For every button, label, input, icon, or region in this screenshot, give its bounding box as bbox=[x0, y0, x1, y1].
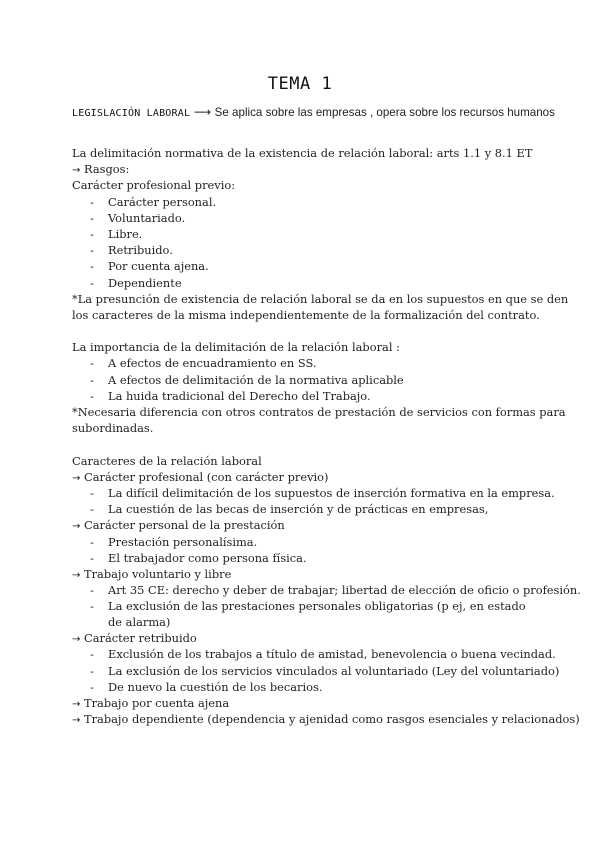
group-label-text: Trabajo voluntario y libre bbox=[84, 566, 232, 581]
list-item-text: La huida tradicional del Derecho del Trabajo. bbox=[108, 388, 371, 403]
list-item: - Por cuenta ajena. bbox=[90, 259, 209, 274]
document-body bbox=[72, 145, 581, 727]
list-item: - A efectos de delimitación de la normativa aplicable bbox=[90, 372, 404, 387]
list-item-text: A efectos de delimitación de la normativa aplicable bbox=[108, 372, 404, 387]
subtitle-text: Se aplica sobre las empresas , opera sobre los recursos humanos bbox=[214, 106, 555, 119]
caracter-previo-line: Carácter profesional previo: bbox=[72, 178, 236, 193]
list-item-text: Exclusión de los trabajos a título de amistad, benevolencia o buena vecindad. bbox=[108, 647, 556, 662]
list-item: - La exclusión de los servicios vinculados al voluntariado (Ley del voluntariado) bbox=[90, 663, 560, 678]
list-item: - El trabajador como persona física. bbox=[90, 550, 307, 565]
list-item-text: Art 35 CE: derecho y deber de trabajar; libertad de elección de oficio o profesión. bbox=[108, 583, 581, 598]
list-item: - La cuestión de las becas de inserción y de prácticas en empresas, bbox=[90, 502, 489, 517]
arrow-icon: → bbox=[72, 569, 81, 581]
arrow-icon: → bbox=[72, 715, 81, 727]
list-item: - Exclusión de los trabajos a título de amistad, benevolencia o buena vecindad. bbox=[90, 647, 556, 662]
arrow-icon: → bbox=[72, 472, 81, 484]
list-item-text: La cuestión de las becas de inserción y de prácticas en empresas, bbox=[108, 502, 489, 517]
arrow-icon: → bbox=[72, 165, 81, 177]
list-item-text: Retribuido. bbox=[108, 243, 173, 258]
rasgos-label: Rasgos: bbox=[84, 162, 130, 177]
list-item: - Retribuido. bbox=[90, 243, 173, 258]
list-item: - La difícil delimitación de los supuestos de inserción formativa en la empresa. bbox=[90, 485, 555, 500]
list-item: - La exclusión de las prestaciones personales obligatorias (p ej, en estado de alarma) bbox=[90, 599, 526, 630]
page-title: TEMA 1 bbox=[267, 74, 333, 94]
subtitle-handwritten: LEGISLACIÓN LABORAL bbox=[72, 108, 191, 119]
section-heading: La delimitación normativa de la existencia de relación laboral: arts 1.1 y 8.1 ET bbox=[72, 146, 533, 160]
subtitle-line bbox=[72, 104, 572, 122]
list-item-text: La exclusión de los servicios vinculados al voluntariado (Ley del voluntariado) bbox=[108, 663, 560, 678]
rasgos-line bbox=[72, 161, 532, 177]
note-line: *Necesaria diferencia con otros contratos de prestación de servicios con formas para bbox=[72, 405, 566, 419]
list-item: - A efectos de encuadramiento en SS. bbox=[90, 356, 317, 371]
list-item: - Art 35 CE: derecho y deber de trabajar; libertad de elección de oficio o profesión. bbox=[90, 583, 581, 598]
arrow-icon: → bbox=[72, 634, 81, 646]
list-item: - Carácter personal. bbox=[90, 194, 217, 209]
arrow-icon: ⟶ bbox=[193, 105, 212, 119]
group-label bbox=[72, 469, 532, 485]
section-heading: Caracteres de la relación laboral bbox=[72, 453, 262, 468]
group-label-text: Carácter profesional (con carácter previo) bbox=[84, 469, 329, 484]
list-item: - Voluntariado. bbox=[90, 210, 186, 225]
group-label-text: Carácter retribuido bbox=[84, 631, 197, 646]
arrow-icon: → bbox=[72, 699, 81, 710]
group-label bbox=[72, 711, 580, 727]
list-item-text: Carácter personal. bbox=[108, 194, 217, 209]
list-item-text: Prestación personalísima. bbox=[108, 534, 258, 549]
note-line: los caracteres de la misma independientemente de la formalización del contrato. bbox=[72, 307, 540, 322]
group-label bbox=[72, 517, 532, 533]
list-item-text: Voluntariado. bbox=[108, 210, 186, 225]
list-item-text: Libre. bbox=[108, 226, 143, 241]
list-item-text: De nuevo la cuestión de los becarios. bbox=[108, 679, 323, 694]
group-label-text: Trabajo por cuenta ajena bbox=[84, 696, 230, 710]
list-item: - Dependiente bbox=[90, 275, 182, 290]
group-label bbox=[72, 566, 532, 582]
note-line: *La presunción de existencia de relación laboral se da en los supuestos en que se den bbox=[72, 291, 569, 306]
section-heading: La importancia de la delimitación de la relación laboral : bbox=[72, 340, 400, 355]
list-item: - Libre. bbox=[90, 226, 143, 241]
list-item-text: La exclusión de las prestaciones personales obligatorias (p ej, en estado de alarma) bbox=[108, 599, 526, 630]
arrow-icon: → bbox=[72, 521, 81, 533]
list-item-text: La difícil delimitación de los supuestos de inserción formativa en la empresa. bbox=[108, 485, 555, 500]
list-item: - La huida tradicional del Derecho del Trabajo. bbox=[90, 388, 371, 403]
list-item: - Prestación personalísima. bbox=[90, 534, 258, 549]
list-item: - De nuevo la cuestión de los becarios. bbox=[90, 679, 323, 694]
group-label bbox=[72, 630, 532, 646]
list-item-text: Por cuenta ajena. bbox=[108, 259, 209, 274]
list-item-text: A efectos de encuadramiento en SS. bbox=[108, 356, 317, 371]
group-label bbox=[72, 695, 532, 711]
note-line: subordinadas. bbox=[72, 421, 154, 436]
list-item-text: Dependiente bbox=[108, 275, 182, 290]
list-item-text: El trabajador como persona física. bbox=[108, 550, 307, 565]
group-label-text: Trabajo dependiente (dependencia y ajenidad como rasgos esenciales y relacionados) bbox=[84, 712, 580, 727]
group-label-text: Carácter personal de la prestación bbox=[84, 518, 285, 533]
